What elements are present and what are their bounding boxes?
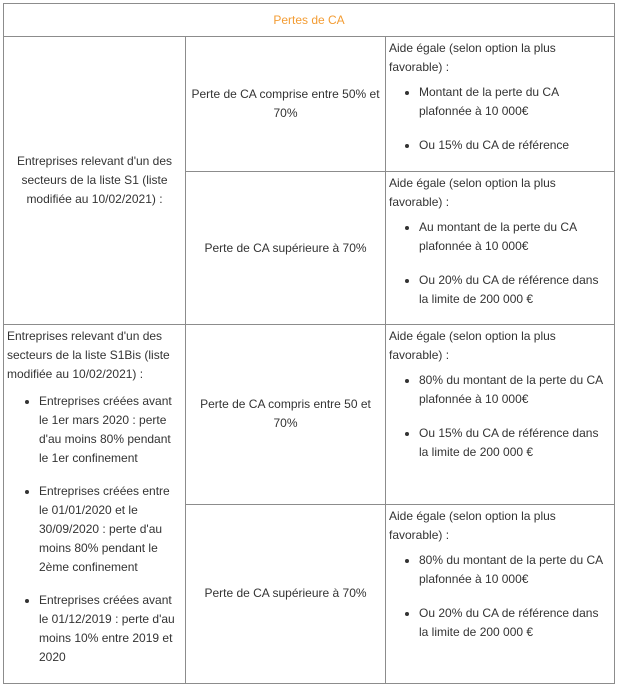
list-item: • Entreprises créées avant le 01/12/2019 : perte d'au moins 10% entre 2019 et 2020 [39,591,182,667]
aid-intro: Aide égale (selon option la plus favorable) : [389,41,556,74]
aid-cell [386,325,615,505]
condition-text: Perte de CA compris entre 50 et 70% [200,397,371,431]
list-item: • 80% du montant de la perte du CA plafonnée à 10 000€ [419,371,611,409]
aid-intro: Aide égale (selon option la plus favorable) : [389,176,556,209]
list-item: • 80% du montant de la perte du CA plafonnée à 10 000€ [419,551,611,589]
list-item: • Ou 15% du CA de référence [419,136,611,155]
aid-cell [386,172,615,325]
condition-cell [186,504,386,684]
aid-options-list [389,551,611,642]
list-item: • Au montant de la perte du CA plafonnée à 10 000€ [419,218,611,256]
list-item: • Entreprises créées entre le 01/01/2020 et le 30/09/2020 : perte d'au moins 80% pendant le 2ème confinement [39,482,182,577]
s1bis-label: Entreprises relevant d'un des secteurs de la liste S1Bis (liste modifiée au 10/02/2021) : [7,329,170,381]
condition-cell [186,325,386,505]
s1-label: Entreprises relevant d'un des secteurs de la liste S1 (liste modifiée au 10/02/2021) : [16,154,173,206]
title-row [4,4,615,37]
list-item: • Ou 15% du CA de référence dans la limite de 200 000 € [419,424,611,462]
table-row [4,37,615,172]
aid-options-list [389,371,611,462]
aid-options-list [389,83,611,155]
condition-text: Perte de CA supérieure à 70% [204,586,367,601]
list-item: • Entreprises créées avant le 1er mars 2020 : perte d'au moins 80% pendant le 1er confinement [39,392,182,468]
aid-options-list [389,218,611,309]
condition-cell [186,172,386,325]
list-item: • Ou 20% du CA de référence dans la limite de 200 000 € [419,604,611,642]
table-row [4,325,615,505]
condition-text: Perte de CA supérieure à 70% [204,240,367,255]
s1bis-criteria-list [7,392,182,667]
s1-label-cell [4,37,186,325]
aid-cell [386,37,615,172]
list-item: • Ou 20% du CA de référence dans la limite de 200 000 € [419,271,611,309]
list-item: • Montant de la perte du CA plafonnée à 10 000€ [419,83,611,121]
table-title: Pertes de CA [4,4,615,37]
aid-intro: Aide égale (selon option la plus favorable) : [389,508,556,542]
aid-intro: Aide égale (selon option la plus favorable) : [389,329,556,362]
aid-cell [386,504,615,684]
s1bis-label-cell [4,325,186,684]
condition-text: Perte de CA comprise entre 50% et 70% [191,87,380,120]
condition-cell [186,37,386,172]
pertes-ca-table [3,3,615,684]
